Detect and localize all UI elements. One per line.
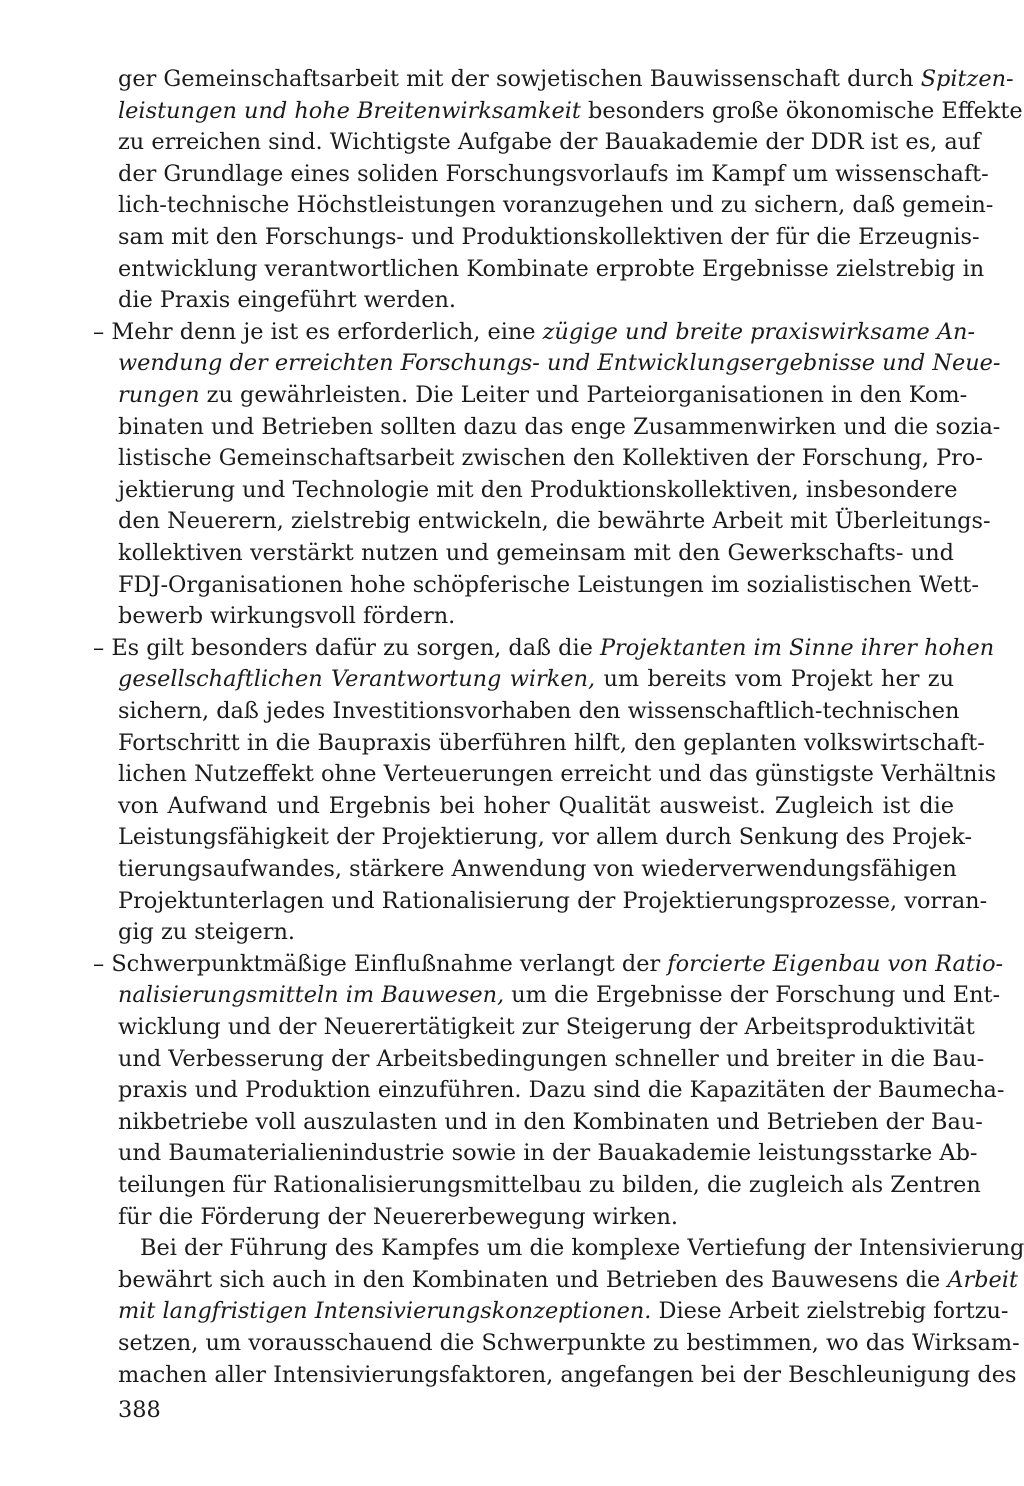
text-span: den Neuerern, zielstrebig entwickeln, die bewährte Arbeit mit Überleitungs-	[118, 508, 991, 535]
text-line	[118, 188, 994, 222]
text-span: nikbetriebe voll auszulasten und in den Kombinaten und Betrieben der Bau-	[118, 1108, 983, 1135]
text-span: bewährt sich auch in den Kombinaten und Betrieben des Bauwesens die	[118, 1266, 948, 1293]
text-span: um bereits vom Projekt her zu	[595, 666, 954, 693]
text-line	[118, 915, 954, 949]
text-line	[118, 220, 980, 254]
text-span: gig zu steigern.	[118, 919, 296, 946]
italic-text: rungen	[118, 382, 200, 408]
italic-text: Arbeit	[947, 1266, 1018, 1293]
italic-text: forcierte Eigenbau von Ratio-	[667, 950, 1004, 977]
italic-text: wendung der erreichten Forschungs- und Entwicklungsergebnisse und Neue-	[118, 350, 1001, 377]
text-span: die Praxis eingeführt werden.	[118, 287, 456, 314]
italic-text: Spitzen-	[920, 66, 1014, 92]
text-line	[118, 884, 988, 918]
italic-text: Projektanten im Sinne ihrer hohen	[599, 634, 995, 661]
text-line	[93, 947, 1004, 981]
text-span: Projektunterlagen und Rationalisierung der Projektierungsprozesse, vorran-	[118, 887, 988, 914]
text-line	[118, 852, 957, 886]
text-line	[93, 315, 976, 349]
text-span: setzen, um vorausschauend die Schwerpunkte zu bestimmen, wo das Wirksam-	[118, 1330, 1020, 1356]
text-line	[118, 820, 973, 854]
text-line	[118, 1326, 1020, 1360]
text-line	[118, 1294, 1009, 1328]
text-span: listische Gemeinschaftsarbeit zwischen den Kollektiven der Forschung, Pro-	[118, 445, 983, 472]
text-line	[118, 789, 954, 823]
text-span: jektierung und Technologie mit den Produktionskollektiven, insbesondere	[118, 476, 958, 503]
text-line	[118, 1136, 978, 1170]
text-span: von Aufwand und Ergebnis bei hoher Qualität ausweist. Zugleich ist die	[118, 792, 954, 819]
text-span: und Baumaterialienindustrie sowie in der Bauakademie leistungsstarke Ab-	[118, 1140, 978, 1167]
text-span: sam mit den Forschungs- und Produktionskollektiven der für die Erzeugnis-	[118, 224, 980, 250]
text-span: bewerb wirkungsvoll fördern.	[118, 603, 456, 630]
text-line	[118, 378, 968, 412]
text-span: Leistungsfähigkeit der Projektierung, vor allem durch Senkung des Projek-	[118, 824, 973, 851]
text-span: lich-technische Höchstleistungen voranzugehen und zu sichern, daß gemein-	[118, 192, 994, 219]
text-line	[118, 473, 958, 507]
text-span: kollektiven verstärkt nutzen und gemeinsam mit den Gewerkschafts- und	[118, 540, 954, 566]
text-span: tierungsaufwandes, stärkere Anwendung von wiederverwendungsfähigen	[118, 856, 957, 882]
text-span: um die Ergebnisse der Forschung und Ent-	[504, 982, 1001, 1009]
text-span: teilungen für Rationalisierungsmittelbau zu bilden, die zugleich als Zentren	[118, 1172, 981, 1198]
text-line	[140, 1231, 1024, 1265]
text-line	[118, 410, 1001, 444]
text-line	[118, 757, 997, 791]
text-line	[118, 1010, 975, 1044]
italic-text: zügige und breite praxiswirksame An-	[542, 318, 976, 345]
text-line	[118, 1168, 981, 1202]
text-line	[118, 1263, 1018, 1297]
text-line	[118, 1105, 983, 1139]
text-line	[118, 252, 985, 286]
text-span: für die Förderung der Neuererbewegung wirken.	[118, 1203, 679, 1230]
text-span: sichern, daß jedes Investitionsvorhaben den wissenschaftlich-technischen	[118, 698, 960, 724]
text-span: Bei der Führung des Kampfes um die komplexe Vertiefung der Intensivierung	[140, 1235, 1024, 1262]
text-line	[118, 62, 1014, 96]
text-line	[118, 125, 981, 159]
text-span: entwicklung verantwortlichen Kombinate erprobte Ergebnisse zielstrebig in	[118, 255, 985, 282]
text-line	[118, 536, 954, 570]
text-span: lichen Nutzeffekt ohne Verteuerungen erreicht und das günstigste Verhältnis	[118, 761, 997, 788]
text-line	[118, 1042, 985, 1076]
text-line	[118, 157, 989, 191]
text-span: binaten und Betrieben sollten dazu das enge Zusammenwirken und die sozia-	[118, 413, 1001, 440]
text-line	[118, 599, 954, 633]
text-span: – Schwerpunktmäßige Einflußnahme verlangt der	[93, 950, 668, 977]
text-span: – Mehr denn je ist es erforderlich, eine	[93, 318, 543, 345]
text-span: zu erreichen sind. Wichtigste Aufgabe der Bauakademie der DDR ist es, auf	[118, 129, 981, 156]
text-line	[118, 283, 954, 317]
text-line	[118, 346, 1001, 380]
text-span: Diese Arbeit zielstrebig fortzu-	[651, 1298, 1009, 1325]
text-span: – Es gilt besonders dafür zu sorgen, daß die	[93, 634, 600, 661]
text-span: der Grundlage eines soliden Forschungsvorlaufs im Kampf um wissenschaft-	[118, 160, 989, 187]
text-line	[118, 662, 954, 696]
text-line	[118, 1073, 1005, 1107]
text-span: ger Gemeinschaftsarbeit mit der sowjetischen Bauwissenschaft durch	[118, 66, 921, 92]
text-span: praxis und Produktion einzuführen. Dazu sind die Kapazitäten der Baumecha-	[118, 1077, 1005, 1104]
text-line	[118, 726, 985, 760]
text-span: Fortschritt in die Baupraxis überführen hilft, den geplanten volkswirtschaft-	[118, 729, 985, 756]
text-span: machen aller Intensivierungsfaktoren, angefangen bei der Beschleunigung des	[118, 1361, 1017, 1388]
text-line	[118, 504, 991, 538]
text-line	[118, 1200, 954, 1234]
text-span: wicklung und der Neuerertätigkeit zur Steigerung der Arbeitsproduktivität	[118, 1014, 975, 1040]
italic-text: leistungen und hohe Breitenwirksamkeit	[118, 97, 581, 124]
italic-text: gesellschaftlichen Verantwortung wirken,	[118, 666, 596, 693]
text-line	[93, 631, 995, 665]
text-line	[118, 694, 960, 728]
italic-text: nalisierungsmitteln im Bauwesen,	[118, 982, 505, 1009]
text-span: FDJ-Organisationen hohe schöpferische Leistungen im sozialistischen Wett-	[118, 571, 979, 598]
text-span: zu gewährleisten. Die Leiter und Parteiorganisationen in den Kom-	[199, 382, 968, 408]
text-line	[118, 978, 1001, 1012]
text-span: besonders große ökonomische Effekte	[580, 97, 1023, 124]
text-line	[118, 568, 979, 602]
text-line	[118, 441, 983, 475]
text-line	[118, 1358, 1017, 1392]
text-line	[118, 94, 1023, 128]
text-span: und Verbesserung der Arbeitsbedingungen schneller und breiter in die Bau-	[118, 1045, 985, 1072]
page-number: 388	[118, 1397, 161, 1423]
italic-text: mit langfristigen Intensivierungskonzeptionen.	[118, 1298, 652, 1325]
